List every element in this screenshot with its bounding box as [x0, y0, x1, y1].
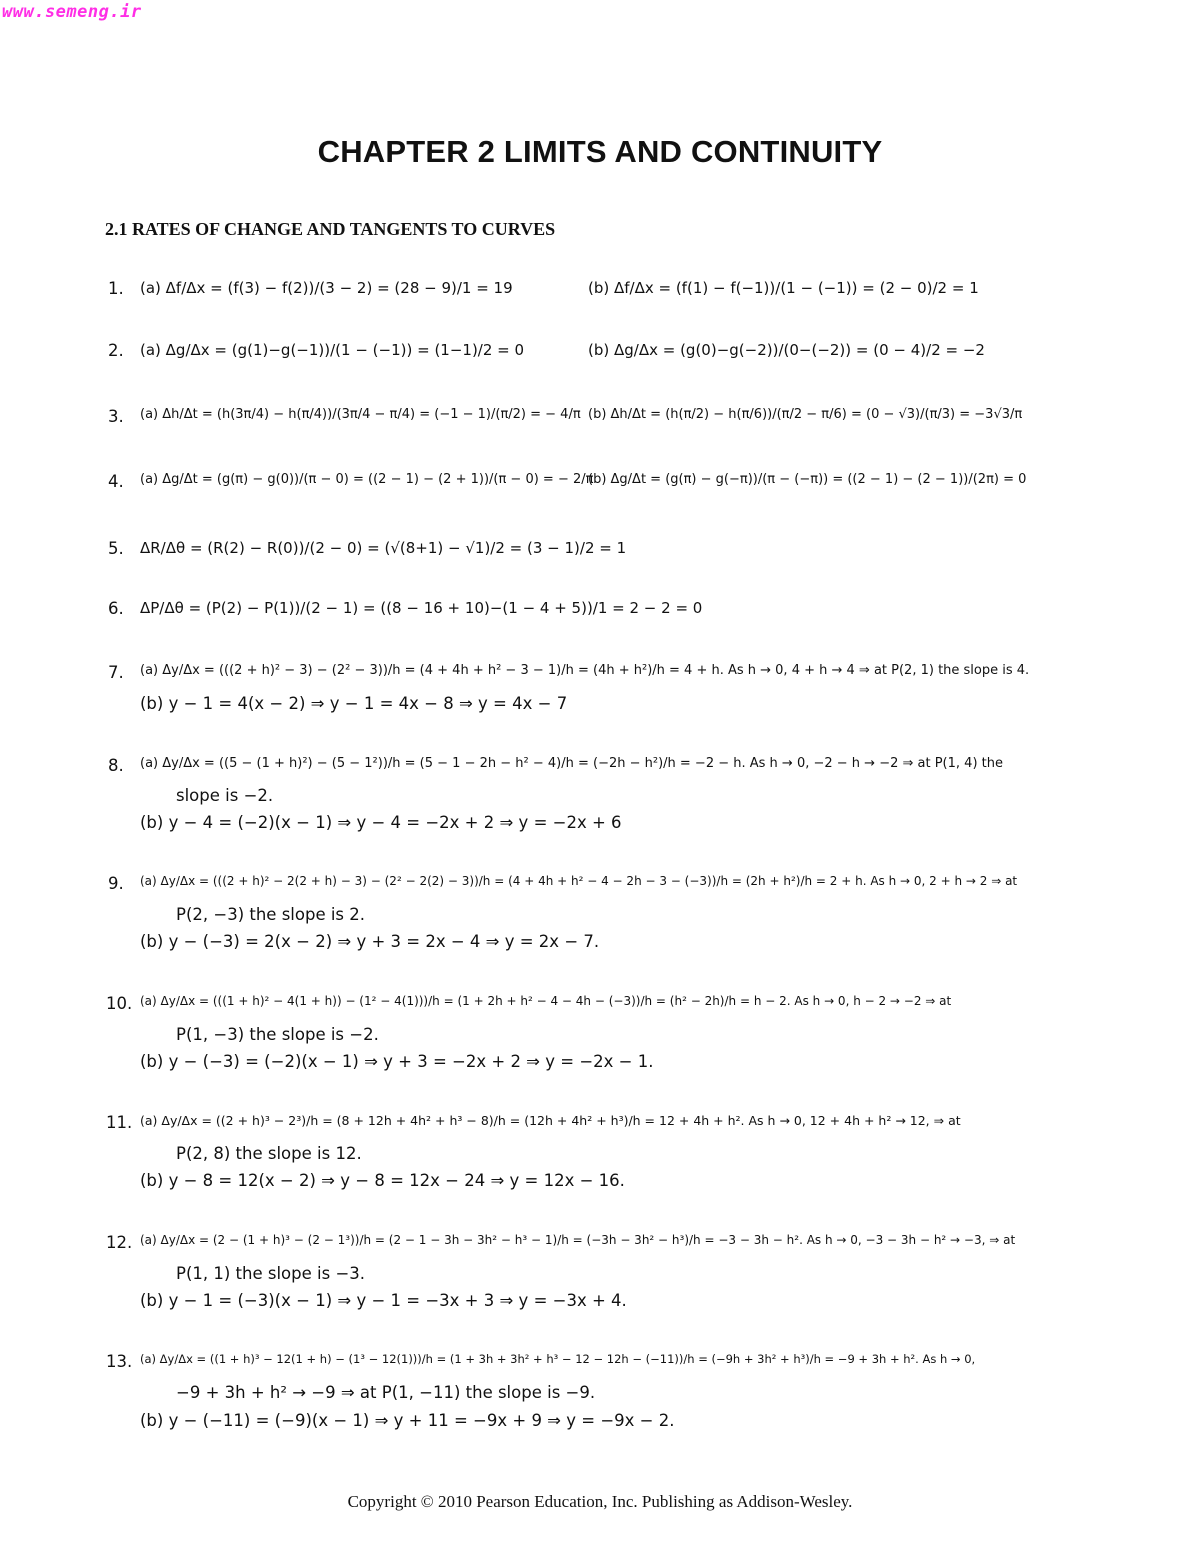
problem-number: 4. — [108, 472, 124, 491]
problem-3-part-a: (a) Δh/Δt = (h(3π/4) − h(π/4))/(3π/4 − π/4) = (−1 − 1)/(π/2) = − 4/π — [140, 407, 581, 422]
problem-13-part-b: (b) y − (−11) = (−9)(x − 1) ⇒ y + 11 = −9x + 9 ⇒ y = −9x − 2. — [140, 1411, 675, 1430]
problem-number: 6. — [108, 599, 124, 618]
problem-2-part-b: (b) Δg/Δx = (g(0)−g(−2))/(0−(−2)) = (0 − 4)/2 = −2 — [588, 341, 985, 359]
problem-7-part-a: (a) Δy/Δx = (((2 + h)² − 3) − (2² − 3))/h = (4 + 4h + h² − 3 − 1)/h = (4h + h²)/h = 4 + h. As h → 0, 4 + h → 4 ⇒ at P(2, 1) the slope is 4. — [140, 663, 1030, 678]
problem-10-part-a: (a) Δy/Δx = (((1 + h)² − 4(1 + h)) − (1² − 4(1)))/h = (1 + 2h + h² − 4 − 4h − (−3))/h = (h² − 2h)/h = h − 2. As h → 0, h − 2 → −2 ⇒ at — [140, 994, 952, 1008]
problem-number: 7. — [108, 663, 124, 682]
problem-number: 10. — [106, 994, 133, 1013]
problem-8-part-a: (a) Δy/Δx = ((5 − (1 + h)²) − (5 − 1²))/h = (5 − 1 − 2h − h² − 4)/h = (−2h − h²)/h = −2 − h. As h → 0, −2 − h → −2 ⇒ at P(1, 4) the — [140, 756, 1003, 771]
problem-12-part-a-continued: P(1, 1) the slope is −3. — [176, 1264, 366, 1283]
problem-number: 5. — [108, 539, 124, 558]
problem-number: 9. — [108, 874, 124, 893]
problem-7-part-b: (b) y − 1 = 4(x − 2) ⇒ y − 1 = 4x − 8 ⇒ y = 4x − 7 — [140, 694, 568, 713]
problem-10-part-b: (b) y − (−3) = (−2)(x − 1) ⇒ y + 3 = −2x + 2 ⇒ y = −2x − 1. — [140, 1052, 654, 1071]
problem-13-part-a-continued: −9 + 3h + h² → −9 ⇒ at P(1, −11) the slope is −9. — [176, 1383, 596, 1402]
section-title: 2.1 RATES OF CHANGE AND TANGENTS TO CURVES — [105, 219, 556, 239]
problem-number: 12. — [106, 1233, 133, 1252]
problem-1-part-b: (b) Δf/Δx = (f(1) − f(−1))/(1 − (−1)) = (2 − 0)/2 = 1 — [588, 279, 979, 297]
problem-5-text: ΔR/Δθ = (R(2) − R(0))/(2 − 0) = (√(8+1) − √1)/2 = (3 − 1)/2 = 1 — [140, 539, 627, 557]
problem-13-part-a: (a) Δy/Δx = ((1 + h)³ − 12(1 + h) − (1³ − 12(1)))/h = (1 + 3h + 3h² + h³ − 12 − 12h − (−11))/h = (−9h + 3h² + h³)/h = −9 + 3h + h². As h → 0, — [140, 1352, 976, 1366]
problem-number: 13. — [106, 1352, 133, 1371]
problem-9-part-a: (a) Δy/Δx = (((2 + h)² − 2(2 + h) − 3) − (2² − 2(2) − 3))/h = (4 + 4h + h² − 4 − 2h − 3 − (−3))/h = (2h + h²)/h = 2 + h. As h → 0, 2 + h → 2 ⇒ at — [140, 874, 1018, 888]
problem-number: 8. — [108, 756, 124, 775]
problem-9-part-b: (b) y − (−3) = 2(x − 2) ⇒ y + 3 = 2x − 4 ⇒ y = 2x − 7. — [140, 932, 600, 951]
problem-1-part-a: (a) Δf/Δx = (f(3) − f(2))/(3 − 2) = (28 − 9)/1 = 19 — [140, 279, 513, 297]
problem-4-part-a: (a) Δg/Δt = (g(π) − g(0))/(π − 0) = ((2 − 1) − (2 + 1))/(π − 0) = − 2/π — [140, 472, 594, 487]
problem-number: 3. — [108, 407, 124, 426]
problem-number: 11. — [106, 1113, 133, 1132]
problem-8-part-a-continued: slope is −2. — [176, 786, 274, 805]
problem-12-part-b: (b) y − 1 = (−3)(x − 1) ⇒ y − 1 = −3x + 3 ⇒ y = −3x + 4. — [140, 1291, 627, 1310]
watermark-url: www.semeng.ir — [2, 2, 142, 22]
problem-11-part-a: (a) Δy/Δx = ((2 + h)³ − 2³)/h = (8 + 12h + 4h² + h³ − 8)/h = (12h + 4h² + h³)/h = 12 + 4h + h². As h → 0, 12 + 4h + h² → 12, ⇒ at — [140, 1113, 961, 1128]
problem-11-part-a-continued: P(2, 8) the slope is 12. — [176, 1144, 362, 1163]
problem-10-part-a-continued: P(1, −3) the slope is −2. — [176, 1025, 379, 1044]
problem-3-part-b: (b) Δh/Δt = (h(π/2) − h(π/6))/(π/2 − π/6) = (0 − √3)/(π/3) = −3√3/π — [588, 407, 1023, 422]
problem-12-part-a: (a) Δy/Δx = (2 − (1 + h)³ − (2 − 1³))/h = (2 − 1 − 3h − 3h² − h³ − 1)/h = (−3h − 3h² − h³)/h = −3 − 3h − h². As h → 0, −3 − 3h − h² → −3, ⇒ at — [140, 1233, 1016, 1247]
problem-8-part-b: (b) y − 4 = (−2)(x − 1) ⇒ y − 4 = −2x + 2 ⇒ y = −2x + 6 — [140, 813, 622, 832]
problem-6-text: ΔP/Δθ = (P(2) − P(1))/(2 − 1) = ((8 − 16 + 10)−(1 − 4 + 5))/1 = 2 − 2 = 0 — [140, 599, 703, 617]
chapter-title: CHAPTER 2 LIMITS AND CONTINUITY — [317, 134, 883, 169]
problem-4-part-b: (b) Δg/Δt = (g(π) − g(−π))/(π − (−π)) = ((2 − 1) − (2 − 1))/(2π) = 0 — [588, 472, 1027, 487]
problem-number: 1. — [108, 279, 124, 298]
problem-2-part-a: (a) Δg/Δx = (g(1)−g(−1))/(1 − (−1)) = (1−1)/2 = 0 — [140, 341, 525, 359]
copyright-footer: Copyright © 2010 Pearson Education, Inc. Publishing as Addison-Wesley. — [347, 1492, 853, 1511]
problem-9-part-a-continued: P(2, −3) the slope is 2. — [176, 905, 366, 924]
problem-11-part-b: (b) y − 8 = 12(x − 2) ⇒ y − 8 = 12x − 24 ⇒ y = 12x − 16. — [140, 1171, 625, 1190]
problem-number: 2. — [108, 341, 124, 360]
